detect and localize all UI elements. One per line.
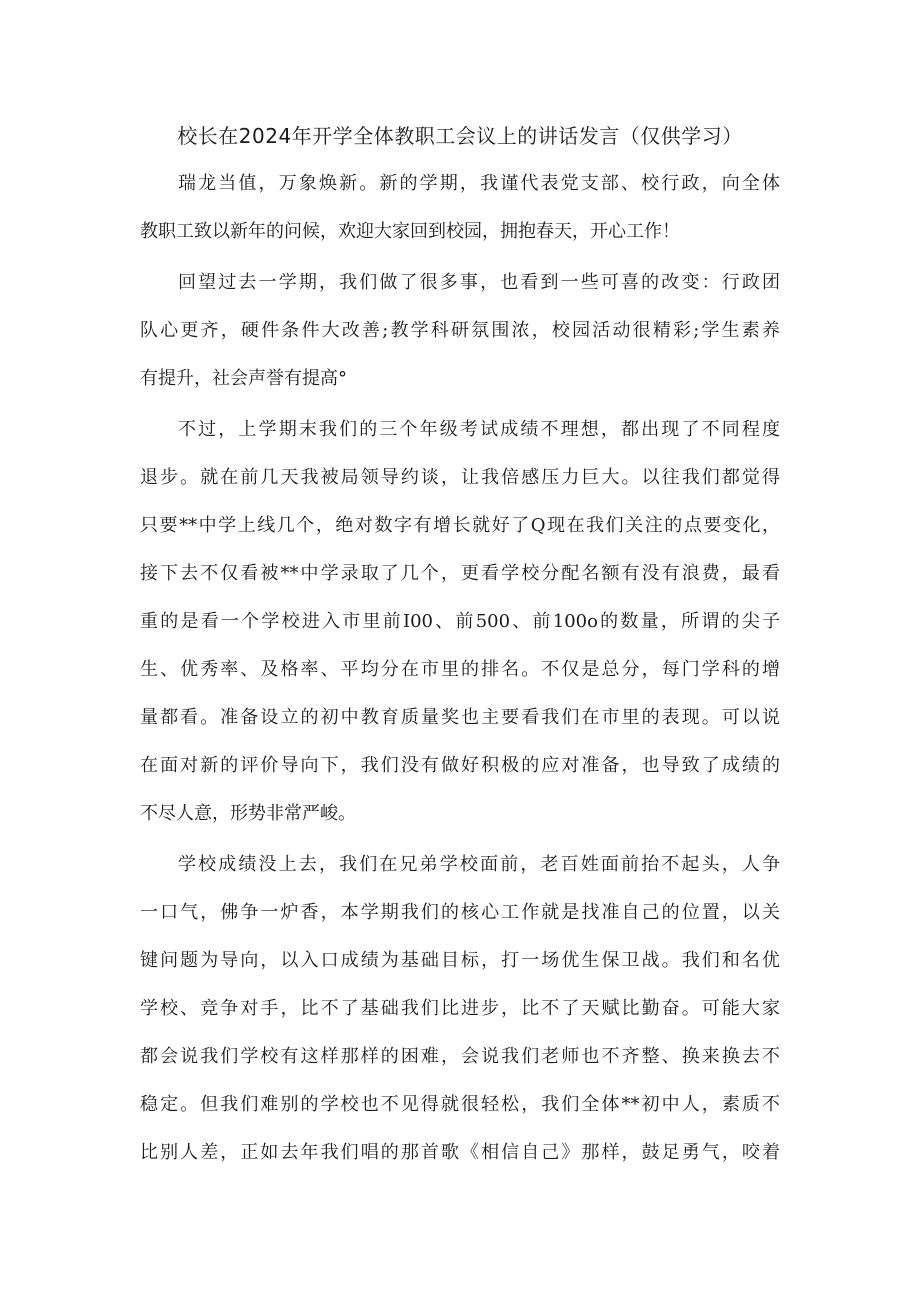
paragraph-3-line-8: 在面对新的评价导向下，我们没有做好积极的应对准备，也导致了成绩的 [140, 755, 780, 776]
paragraph-2-line-1: 回望过去一学期，我们做了很多事，也看到一些可喜的改变：行政团 [178, 272, 780, 293]
paragraph-4-line-2: 一口气，佛争一炉香，本学期我们的核心工作就是找准自己的位置，以关 [140, 902, 780, 923]
paragraph-4-line-1: 学校成绩没上去，我们在兄弟学校面前，老百姓面前抬不起头，人争 [178, 854, 780, 875]
paragraph-3-line-5: 重的是看一个学校进入市里前I00、前500、前100o的数量，所谓的尖子 [140, 611, 780, 632]
paragraph-4-line-3: 键问题为导向，以入口成绩为基础目标，打一场优生保卫战。我们和名优 [140, 950, 780, 971]
paragraph-1-line-2: 教职工致以新年的问候，欢迎大家回到校园，拥抱春天，开心工作！ [140, 221, 680, 242]
paragraph-1-line-1: 瑞龙当值，万象焕新。新的学期，我谨代表党支部、校行政，向全体 [178, 173, 780, 194]
paragraph-4-line-5: 都会说我们学校有这样那样的困难，会说我们老师也不齐整、换来换去不 [140, 1046, 780, 1067]
paragraph-3-line-9: 不尽人意，形势非常严峻。 [140, 803, 356, 824]
paragraph-4-line-4: 学校、竞争对手，比不了基础我们比进步，比不了天赋比勤奋。可能大家 [140, 998, 780, 1019]
paragraph-3-line-2: 退步。就在前几天我被局领导约谈，让我倍感压力巨大。以往我们都觉得 [140, 467, 780, 488]
paragraph-4-line-7: 比别人差，正如去年我们唱的那首歌《相信自己》那样，鼓足勇气，咬着 [140, 1142, 780, 1163]
paragraph-3-line-1: 不过，上学期末我们的三个年级考试成绩不理想，都出现了不同程度 [178, 419, 780, 440]
paragraph-4-line-6: 稳定。但我们难别的学校也不见得就很轻松，我们全体**初中人，素质不 [140, 1094, 780, 1115]
paragraph-3-line-3: 只要**中学上线几个，绝对数字有增长就好了Q现在我们关注的点要变化， [140, 515, 780, 536]
paragraph-3-line-7: 量都看。准备设立的初中教育质量奖也主要看我们在市里的表现。可以说 [140, 707, 780, 728]
paragraph-2-line-3: 有提升，社会声誉有提高° [140, 368, 347, 389]
document-title: 校长在2024年开学全体教职工会议上的讲话发言（仅供学习） [177, 124, 743, 148]
paragraph-3-line-4: 接下去不仅看被**中学录取了几个，更看学校分配名额有没有浪费，最看 [140, 563, 780, 584]
paragraph-2-line-2: 队心更齐，硬件条件大改善;教学科研氛围浓，校园活动很精彩;学生素养 [140, 320, 780, 341]
paragraph-3-line-6: 生、优秀率、及格率、平均分在市里的排名。不仅是总分，每门学科的增 [140, 659, 780, 680]
